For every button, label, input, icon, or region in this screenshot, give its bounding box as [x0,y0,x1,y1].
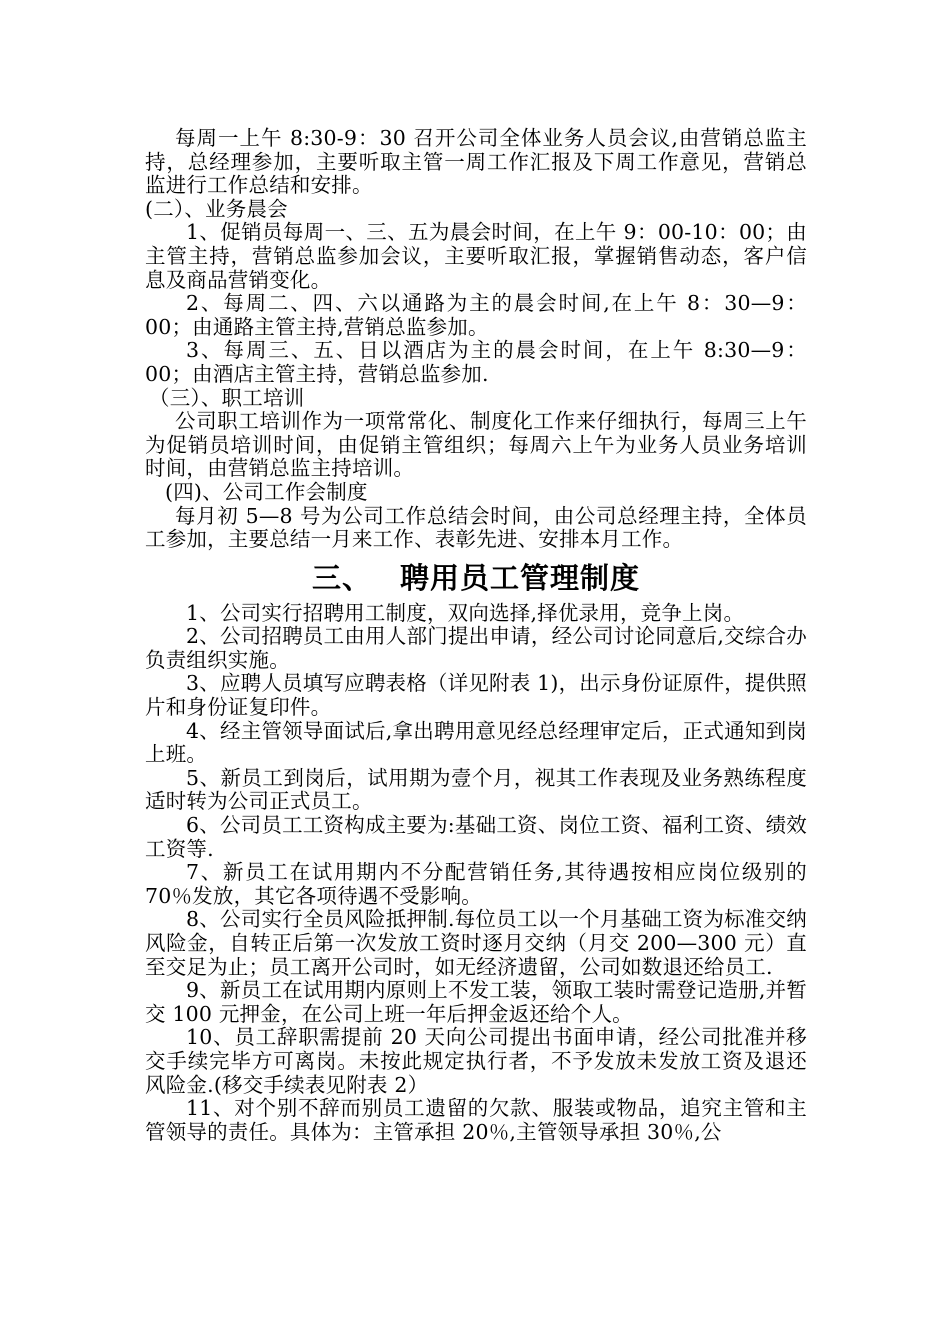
hiring-rule-item: 11、对个别不辞而别员工遗留的欠款、服装或物品，追究主管和主管领导的责任。具体为：主管承担 20％,主管领导承担 30％,公 [145,1096,807,1144]
chapter-title: 聘用员工管理制度 [400,560,641,595]
morning-meeting-item: 1、促销员每周一、三、五为晨会时间，在上午 9：00-10：00；由主管主持，营销总监参加会议，主要听取汇报，掌握销售动态，客户信息及商品营销变化。 [145,220,807,292]
chapter-heading [145,558,807,598]
meeting-intro-paragraph: 每周一上午 8:30-9：30 召开公司全体业务人员会议,由营销总监主持，总经理参加，主要听取主管一周工作汇报及下周工作意见，营销总监进行工作总结和安排。 [145,126,807,198]
hiring-rule-item: 10、员工辞职需提前 20 天向公司提出书面申请，经公司批准并移交手续完毕方可离岗。未按此规定执行者，不予发放未发放工资及退还风险金.(移交手续表见附表 2） [145,1025,807,1097]
hiring-rule-item: 1、公司实行招聘用工制度，双向选择,择优录用，竞争上岗。 [186,600,745,625]
hiring-rule-item: 8、公司实行全员风险抵押制.每位员工以一个月基础工资为标准交纳风险金，自转正后第一次发放工资时逐月交纳（月交 200—300 元）直至交足为止；员工离开公司时，如无经济遗留，公司如数退还给员工. [145,907,807,979]
hiring-rule-item: 9、新员工在试用期内原则上不发工装，领取工装时需登记造册,并暂交 100 元押金，在公司上班一年后押金返还给个人。 [145,978,807,1026]
hiring-rule-item: 4、经主管领导面试后,拿出聘用意见经总经理审定后，正式通知到岗上班。 [145,718,807,767]
company-meeting-paragraph: 每月初 5—8 号为公司工作总结会时间，由公司总经理主持，全体员工参加，主要总结一月来工作、表彰先进、安排本月工作。 [145,503,807,552]
section-heading-staff-training: （三）、职工培训 [149,385,305,410]
chapter-number: 三、 [311,560,372,595]
document-body [145,127,807,1144]
hiring-rule-item: 2、公司招聘员工由用人部门提出申请，经公司讨论同意后,交综合办负责组织实施。 [145,624,807,672]
hiring-rule-item: 3、应聘人员填写应聘表格（详见附表 1)，出示身份证原件，提供照片和身份证复印件。 [145,671,807,720]
staff-training-paragraph: 公司职工培训作为一项常常化、制度化工作来仔细执行，每周三上午为促销员培训时间，由促销主管组织；每周六上午为业务人员业务培训时间，由营销总监主持培训。 [145,409,807,481]
section-heading-company-meeting: (四)、公司工作会制度 [165,479,368,504]
hiring-rule-item: 5、新员工到岗后，试用期为壹个月，视其工作表现及业务熟练程度适时转为公司正式员工。 [145,765,807,814]
section-heading-morning-meeting: (二）、业务晨会 [145,196,288,221]
morning-meeting-item: 2、每周二、四、六以通路为主的晨会时间,在上午 8：30—9：00；由通路主管主持,营销总监参加。 [145,291,807,339]
hiring-rule-item: 7、新员工在试用期内不分配营销任务,其待遇按相应岗位级别的 70％发放，其它各项待遇不受影响。 [145,860,807,908]
morning-meeting-item: 3、每周三、五、日以酒店为主的晨会时间，在上午 8:30—9：00；由酒店主管主持，营销总监参加. [145,338,807,386]
hiring-rule-item: 6、公司员工工资构成主要为:基础工资、岗位工资、福利工资、绩效工资等. [145,813,807,861]
